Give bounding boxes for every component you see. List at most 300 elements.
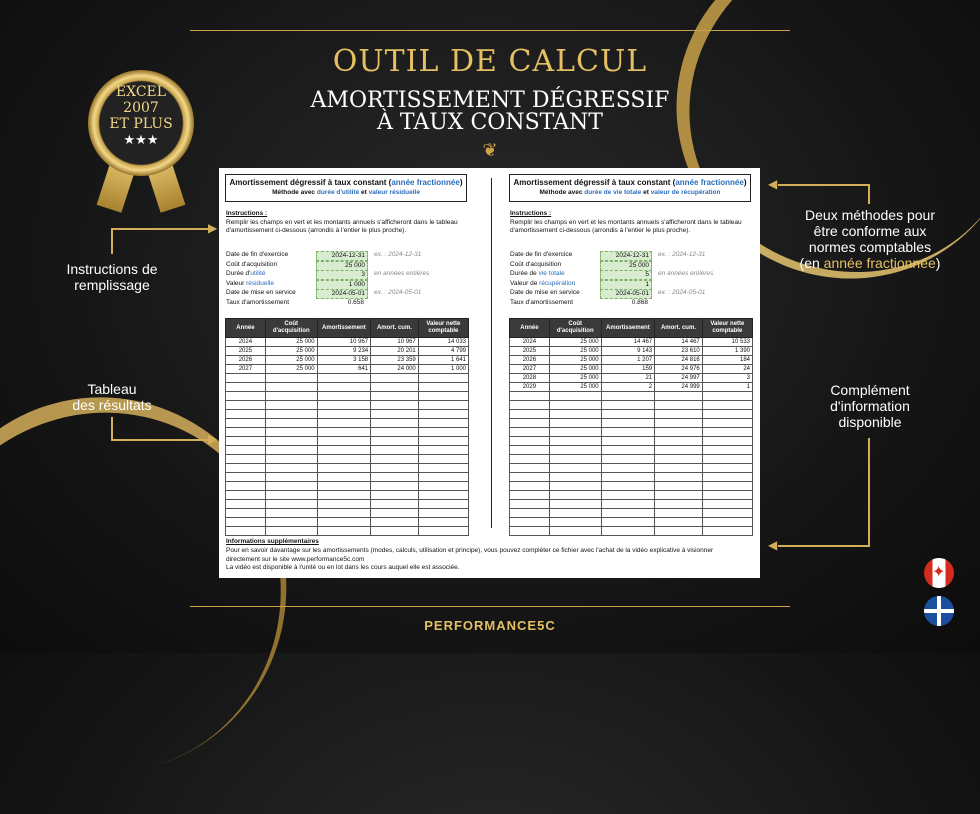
table-cell [265, 473, 317, 482]
param-input-field[interactable]: 25 000 [600, 261, 652, 271]
param-label: Date de mise en service [226, 289, 296, 296]
table-cell [317, 455, 370, 464]
table-cell [371, 464, 419, 473]
param-row [226, 289, 466, 298]
table-cell: 21 [601, 374, 654, 383]
table-cell [371, 401, 419, 410]
table-cell [265, 428, 317, 437]
table-cell [371, 383, 419, 392]
table-cell [702, 464, 752, 473]
table-cell [418, 401, 468, 410]
table-cell: 3 158 [317, 356, 370, 365]
table-cell [317, 491, 370, 500]
table-cell [601, 437, 654, 446]
arrow-complement-v [868, 438, 870, 546]
table-cell [549, 419, 601, 428]
table-cell [655, 428, 703, 437]
table-cell [601, 464, 654, 473]
param-row [510, 280, 750, 289]
table-cell [655, 401, 703, 410]
table-cell [549, 473, 601, 482]
table-cell: 2026 [226, 356, 266, 365]
table-cell [265, 509, 317, 518]
table-cell [510, 419, 550, 428]
table-cell [702, 527, 752, 536]
table-cell [226, 446, 266, 455]
table-cell [418, 491, 468, 500]
table-cell [702, 482, 752, 491]
canada-flag-icon: ✦ [924, 558, 954, 588]
table-cell: 24 997 [655, 374, 703, 383]
table-cell [549, 410, 601, 419]
table-row [226, 482, 469, 491]
table-cell [418, 509, 468, 518]
table-cell [418, 446, 468, 455]
table-cell [510, 437, 550, 446]
table-cell [601, 419, 654, 428]
panel-title: Amortissement dégressif à taux constant (année fractionnée) Méthode avec durée de vie totale et valeur de récupération [509, 174, 751, 202]
arrow-methods-v [868, 184, 870, 204]
table-cell: 2024 [226, 338, 266, 347]
table-row [510, 491, 753, 500]
table-cell [226, 401, 266, 410]
arrow-right-icon: ▶ [208, 221, 218, 235]
table-cell: 1 207 [601, 356, 654, 365]
table-row [226, 437, 469, 446]
table-cell [510, 518, 550, 527]
table-cell [549, 401, 601, 410]
table-cell [418, 419, 468, 428]
table-cell [265, 374, 317, 383]
table-cell: 14 033 [418, 338, 468, 347]
table-cell: 159 [601, 365, 654, 374]
table-row [510, 437, 753, 446]
table-cell [226, 491, 266, 500]
table-cell: 2029 [510, 383, 550, 392]
table-cell [371, 500, 419, 509]
table-cell [418, 437, 468, 446]
column-header: Valeur nette comptable [418, 319, 468, 338]
table-cell [226, 518, 266, 527]
column-header: Amortissement [317, 319, 370, 338]
table-cell: 24 [702, 365, 752, 374]
table-cell [510, 482, 550, 491]
table-row [226, 491, 469, 500]
table-cell [265, 410, 317, 419]
table-cell [371, 446, 419, 455]
panel-divider [491, 178, 492, 528]
table-row [510, 356, 753, 365]
table-cell: 20 201 [371, 347, 419, 356]
table-row [510, 383, 753, 392]
table-cell: 24 816 [655, 356, 703, 365]
param-label: Date de mise en service [510, 289, 580, 296]
table-cell [226, 410, 266, 419]
table-cell [601, 455, 654, 464]
param-input-field[interactable]: 2024-05-01 [600, 289, 652, 299]
table-cell [702, 518, 752, 527]
table-cell: 25 000 [549, 338, 601, 347]
table-cell [702, 455, 752, 464]
table-cell [418, 482, 468, 491]
table-row [226, 473, 469, 482]
param-row [226, 251, 466, 260]
table-cell [371, 518, 419, 527]
table-cell: 2 [601, 383, 654, 392]
table-cell [655, 527, 703, 536]
table-cell [702, 419, 752, 428]
table-cell [265, 437, 317, 446]
table-cell [702, 392, 752, 401]
table-cell [510, 473, 550, 482]
table-cell [655, 500, 703, 509]
table-cell [510, 455, 550, 464]
table-cell: 10 533 [702, 338, 752, 347]
table-cell [317, 509, 370, 518]
param-hint: ex. : 2024-05-01 [374, 289, 422, 296]
arrow-tableau-h [111, 439, 211, 441]
table-cell [601, 527, 654, 536]
param-label: Taux d'amortissement [510, 298, 574, 306]
table-cell: 3 [702, 374, 752, 383]
table-row [510, 464, 753, 473]
table-row [510, 473, 753, 482]
table-cell [317, 500, 370, 509]
param-row [510, 270, 750, 279]
table-cell [549, 437, 601, 446]
table-cell [265, 527, 317, 536]
table-cell [226, 464, 266, 473]
table-cell [371, 428, 419, 437]
table-cell: 1 [702, 383, 752, 392]
table-cell: 25 000 [549, 374, 601, 383]
table-cell: 1 390 [702, 347, 752, 356]
table-cell [265, 446, 317, 455]
table-cell [226, 455, 266, 464]
table-cell [655, 410, 703, 419]
table-cell [418, 392, 468, 401]
table-cell [226, 419, 266, 428]
table-cell [418, 464, 468, 473]
table-cell: 14 467 [601, 338, 654, 347]
param-label: Durée de vie totale [510, 270, 565, 277]
table-cell [418, 410, 468, 419]
instructions-heading: Instructions : [510, 210, 552, 217]
table-cell [655, 455, 703, 464]
table-row [510, 428, 753, 437]
table-cell [510, 401, 550, 410]
param-hint: en années entières [658, 270, 714, 277]
table-cell [265, 392, 317, 401]
table-cell: 24 999 [655, 383, 703, 392]
table-cell: 641 [317, 365, 370, 374]
table-row [226, 392, 469, 401]
table-row [226, 401, 469, 410]
table-row [510, 374, 753, 383]
table-cell [371, 392, 419, 401]
arrow-complement-h [778, 545, 870, 547]
param-label: Coût d'acquisition [510, 260, 562, 268]
table-cell [549, 527, 601, 536]
table-cell [655, 437, 703, 446]
page-subtitle: AMORTISSEMENT DÉGRESSIF À TAUX CONSTANT [310, 88, 670, 135]
param-input-field[interactable]: 1 000 [316, 280, 368, 290]
table-row [510, 347, 753, 356]
quebec-flag-icon [924, 596, 954, 626]
arrow-instructions-v [111, 228, 113, 254]
table-cell: 2025 [510, 347, 550, 356]
column-header: Année [510, 319, 550, 338]
table-cell [418, 473, 468, 482]
table-cell [226, 437, 266, 446]
table-cell [317, 401, 370, 410]
column-header: Amort. cum. [655, 319, 703, 338]
table-cell [317, 410, 370, 419]
param-input-field[interactable]: 3 [316, 270, 368, 280]
table-row [510, 392, 753, 401]
table-cell [371, 527, 419, 536]
table-cell [418, 527, 468, 536]
info-text: Pour en savoir davantage sur les amortissements (modes, calculs, utilisation et principe), vous pouvez compléter ce fichier avec l'achat de la vidéo explicative à visionner directement sur le site www.performance5c.com La vidéo est disponible à l'unité ou en lot dans les cours auquel elle est associée. [226, 547, 714, 571]
table-cell: 25 000 [265, 365, 317, 374]
table-cell [371, 410, 419, 419]
arrow-instructions-h [111, 228, 211, 230]
table-cell [601, 500, 654, 509]
table-cell [601, 509, 654, 518]
table-cell [549, 446, 601, 455]
table-row [226, 518, 469, 527]
table-cell [549, 509, 601, 518]
table-cell [265, 518, 317, 527]
table-row [226, 464, 469, 473]
table-cell [549, 428, 601, 437]
table-cell: 2024 [510, 338, 550, 347]
table-cell [549, 482, 601, 491]
param-input-field[interactable]: 5 [600, 270, 652, 280]
column-header: Coût d'acquisition [265, 319, 317, 338]
table-cell [265, 491, 317, 500]
table-row [226, 527, 469, 536]
table-cell [371, 455, 419, 464]
table-cell [702, 428, 752, 437]
table-cell [601, 401, 654, 410]
table-cell [702, 473, 752, 482]
table-row [226, 356, 469, 365]
param-row [510, 261, 750, 270]
param-row [226, 261, 466, 270]
param-row [226, 280, 466, 289]
table-row [510, 401, 753, 410]
table-cell [702, 491, 752, 500]
table-cell [226, 509, 266, 518]
param-value: 0.658 [347, 298, 364, 306]
table-row [226, 428, 469, 437]
param-label: Date de fin d'exercice [226, 251, 289, 258]
table-cell [601, 482, 654, 491]
table-cell: 25 000 [549, 365, 601, 374]
table-cell [226, 500, 266, 509]
table-cell: 2027 [510, 365, 550, 374]
table-cell: 25 000 [265, 356, 317, 365]
param-label: Valeur résiduelle [226, 279, 274, 287]
table-cell [418, 455, 468, 464]
table-cell [226, 527, 266, 536]
param-label: Durée d'utilité [226, 270, 266, 277]
table-cell [702, 500, 752, 509]
param-hint: ex. : 2024-12-31 [658, 251, 706, 258]
table-cell [226, 374, 266, 383]
table-cell [655, 473, 703, 482]
table-cell [702, 410, 752, 419]
table-cell [371, 419, 419, 428]
column-header: Amort. cum. [371, 319, 419, 338]
param-input-field[interactable]: 25 000 [316, 261, 368, 271]
table-cell [601, 392, 654, 401]
table-cell [418, 428, 468, 437]
table-cell: 10 967 [371, 338, 419, 347]
table-cell: 24 000 [371, 365, 419, 374]
table-cell [510, 428, 550, 437]
table-cell [317, 464, 370, 473]
table-cell [226, 482, 266, 491]
spreadsheet-preview [219, 168, 760, 578]
table-cell: 2028 [510, 374, 550, 383]
table-cell: 25 000 [265, 338, 317, 347]
table-cell [265, 482, 317, 491]
results-table [225, 318, 469, 536]
results-table [509, 318, 753, 536]
table-cell: 1 641 [418, 356, 468, 365]
star-icons: ★★★ [123, 133, 159, 148]
table-cell [317, 419, 370, 428]
instructions-heading: Instructions : [226, 210, 268, 217]
brand-footer: PERFORMANCE5C [424, 618, 556, 633]
table-cell [265, 455, 317, 464]
table-cell [601, 491, 654, 500]
table-cell [418, 374, 468, 383]
table-cell [418, 500, 468, 509]
table-cell [702, 509, 752, 518]
table-row [226, 347, 469, 356]
table-cell [371, 509, 419, 518]
table-cell [265, 500, 317, 509]
table-cell [510, 464, 550, 473]
table-cell [702, 401, 752, 410]
table-cell [655, 482, 703, 491]
table-cell [549, 500, 601, 509]
param-hint: ex. : 2024-05-01 [658, 289, 706, 296]
table-cell [655, 446, 703, 455]
param-row [510, 289, 750, 298]
param-row [510, 251, 750, 260]
table-cell [418, 383, 468, 392]
table-row [226, 383, 469, 392]
table-cell: 25 000 [549, 356, 601, 365]
instructions-text: Remplir les champs en vert et les montants annuels s'afficheront dans le tableau d'amortissement ci-dessous (arrondis à l'entier le plus proche). [226, 219, 458, 234]
param-label: Taux d'amortissement [226, 298, 290, 306]
table-row [510, 365, 753, 374]
table-cell: 4 799 [418, 347, 468, 356]
table-cell [265, 401, 317, 410]
info-heading: Informations supplémentaires [226, 538, 319, 545]
page-title: OUTIL DE CALCUL [332, 44, 648, 79]
table-cell: 1 000 [418, 365, 468, 374]
param-row [510, 299, 750, 308]
table-row [226, 365, 469, 374]
column-header: Année [226, 319, 266, 338]
ornament-icon: ❦ [482, 140, 498, 160]
table-cell [549, 392, 601, 401]
table-cell [226, 428, 266, 437]
table-cell [317, 392, 370, 401]
table-row [510, 527, 753, 536]
param-input-field[interactable]: 2024-05-01 [316, 289, 368, 299]
table-cell [317, 473, 370, 482]
table-cell [317, 518, 370, 527]
table-row [226, 374, 469, 383]
table-cell: 184 [702, 356, 752, 365]
table-cell [655, 464, 703, 473]
arrow-tableau-v [111, 417, 113, 439]
table-cell [317, 482, 370, 491]
table-cell [601, 518, 654, 527]
table-cell: 24 976 [655, 365, 703, 374]
table-row [510, 500, 753, 509]
param-input-field[interactable]: 2024-12-31 [316, 251, 368, 261]
table-row [510, 509, 753, 518]
param-label: Date de fin d'exercice [510, 251, 573, 258]
frame-line-bottom [190, 606, 790, 607]
table-cell: 2026 [510, 356, 550, 365]
table-cell [655, 518, 703, 527]
param-label: Coût d'acquisition [226, 260, 278, 268]
table-cell [265, 383, 317, 392]
table-row [510, 446, 753, 455]
table-cell: 25 000 [265, 347, 317, 356]
table-cell [418, 518, 468, 527]
table-cell [601, 428, 654, 437]
table-cell [601, 446, 654, 455]
table-cell [317, 527, 370, 536]
table-cell [317, 428, 370, 437]
table-row [226, 446, 469, 455]
panel-title: Amortissement dégressif à taux constant (année fractionnée) Méthode avec durée d'utilité et valeur résiduelle [225, 174, 467, 202]
column-header: Amortissement [601, 319, 654, 338]
table-cell [265, 464, 317, 473]
arrow-methods-h [778, 184, 870, 186]
table-cell: 23 610 [655, 347, 703, 356]
table-cell [549, 455, 601, 464]
table-row [226, 410, 469, 419]
table-cell [510, 491, 550, 500]
table-cell [371, 437, 419, 446]
table-cell [371, 473, 419, 482]
table-cell: 2025 [226, 347, 266, 356]
column-header: Valeur nette comptable [702, 319, 752, 338]
table-cell [549, 518, 601, 527]
param-input-field[interactable]: 1 [600, 280, 652, 290]
table-row [510, 410, 753, 419]
table-cell [510, 509, 550, 518]
table-cell [510, 527, 550, 536]
table-cell [655, 392, 703, 401]
param-input-field[interactable]: 2024-12-31 [600, 251, 652, 261]
param-row [226, 299, 466, 308]
table-row [226, 338, 469, 347]
table-row [510, 455, 753, 464]
table-cell [601, 473, 654, 482]
table-cell: 9 234 [317, 347, 370, 356]
